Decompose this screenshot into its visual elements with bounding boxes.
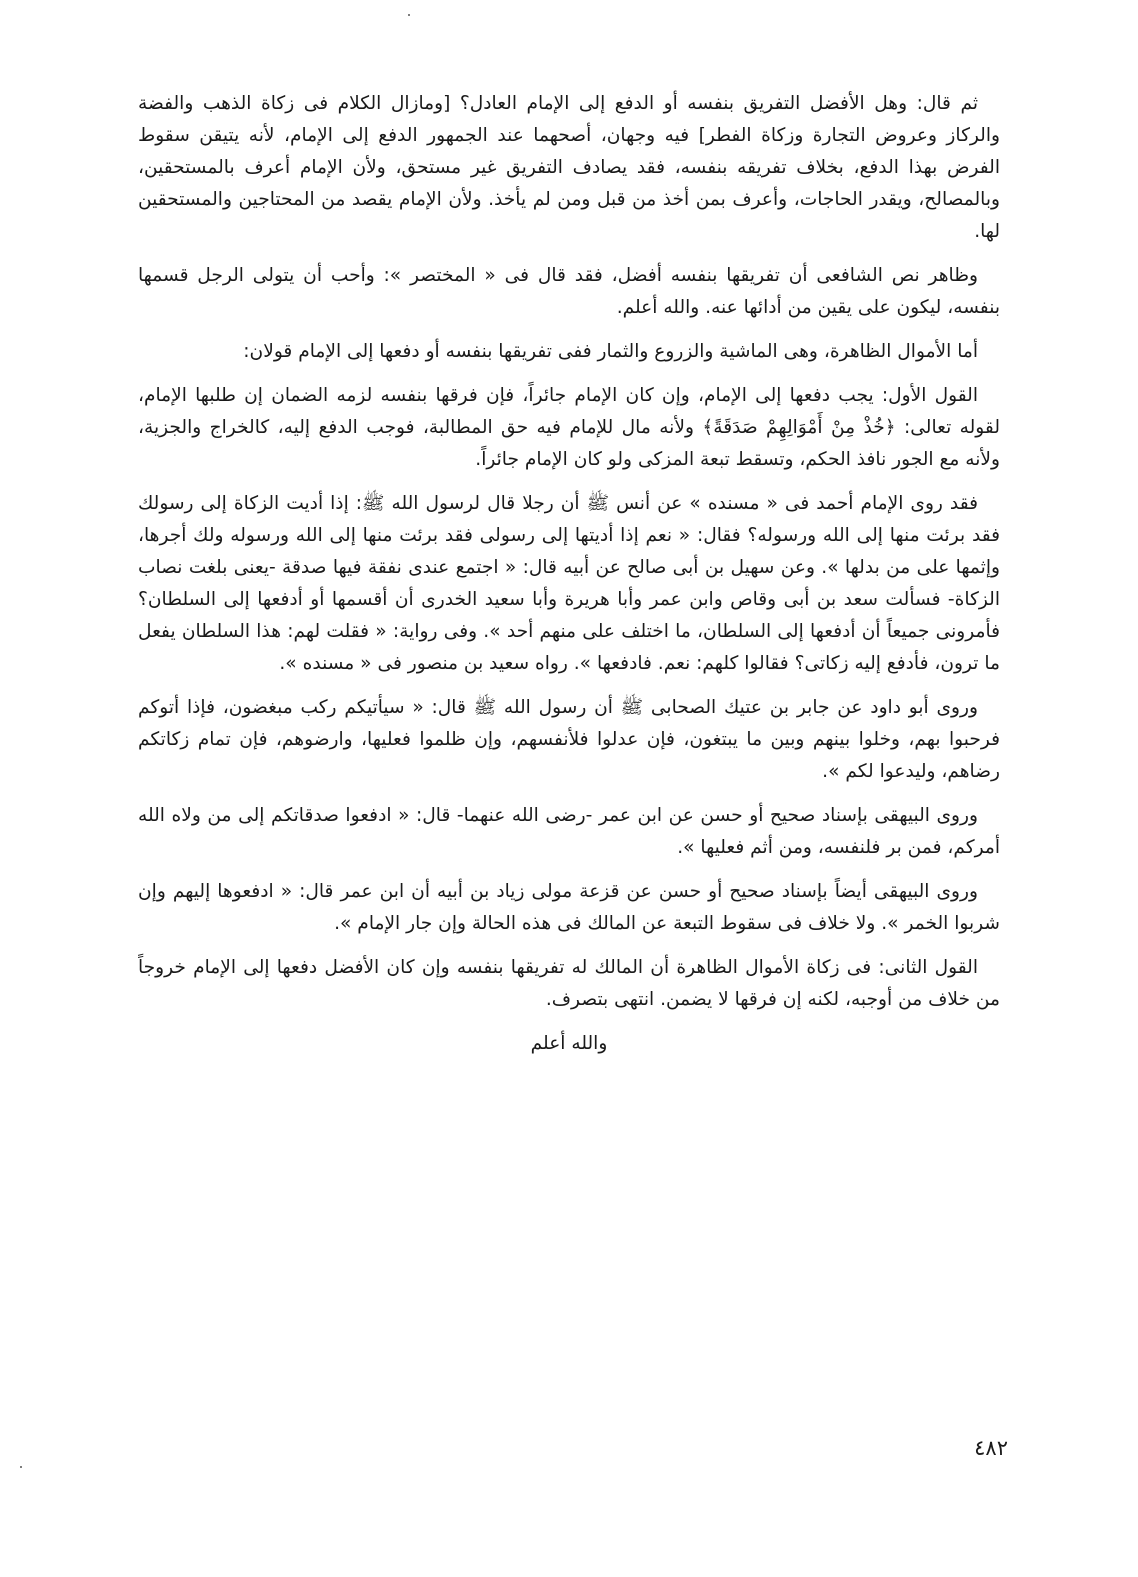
paragraph-abu-dawud-narration: وروى أبو داود عن جابر بن عتيك الصحابى ﷺ أن رسول الله ﷺ قال: « سيأتيكم ركب مبغضون، فإذا أتوكم فرحبوا بهم، وخلوا بينهم وبين ما يبتغون، فإن عدلوا فلأنفسهم، وإن ظلموا فعليها، وارضوهم، فإن تمام زكاتكم رضاهم، وليدعوا لكم ». [138, 697, 1000, 782]
paragraph-second-opinion: القول الثانى: فى زكاة الأموال الظاهرة أن المالك له تفريقها بنفسه وإن كان الأفضل دفعها إلى الإمام خروجاً من خلاف من أوجبه، لكنه إن فرقها لا يضمن. انتهى بتصرف. [138, 957, 1000, 1010]
scan-speck [408, 14, 410, 16]
paragraph-bayhaqi-qazaa: وروى البيهقى أيضاً بإسناد صحيح أو حسن عن قزعة مولى زياد بن أبيه أن ابن عمر قال: « ادفعوها إليهم وإن شربوا الخمر ». ولا خلاف فى سقوط التبعة عن المالك فى هذه الحالة وإن جار الإمام ». [138, 881, 1000, 934]
paragraph-bayhaqi-ibn-umar: وروى البيهقى بإسناد صحيح أو حسن عن ابن عمر -رضى الله عنهما- قال: « ادفعوا صدقاتكم إلى من ولاه الله أمركم، فمن بر فلنفسه، ومن أثم فعليها ». [138, 805, 1000, 858]
paragraph-question-distribution: ثم قال: وهل الأفضل التفريق بنفسه أو الدفع إلى الإمام العادل؟ [ومازال الكلام فى زكاة الذهب والفضة والركاز وعروض التجارة وزكاة الفطر] فيه وجهان، أصحهما عند الجمهور الدفع إلى الإمام، لأنه يتيقن سقوط الفرض بهذا الدفع، بخلاف تفريقه بنفسه، فقد يصادف التفريق غير مستحق، ولأن الإمام أعرف بالمستحقين، وبالمصالح، ويقدر الحاجات، وأعرف بمن أخذ من قبل ومن لم يأخذ. ولأن الإمام يقصد من المحتاجين والمستحقين لها. [138, 93, 1000, 242]
paragraph-shafii-opinion: وظاهر نص الشافعى أن تفريقها بنفسه أفضل، فقد قال فى « المختصر »: وأحب أن يتولى الرجل قسمها بنفسه، ليكون على يقين من أدائها عنه. والله أعلم. [138, 265, 1000, 318]
scan-speck [20, 1466, 22, 1468]
paragraph-first-opinion: القول الأول: يجب دفعها إلى الإمام، وإن كان الإمام جائراً، فإن فرقها بنفسه لزمه الضمان إن طلبها الإمام، لقوله تعالى: ﴿خُذْ مِنْ أَمْوَالِهِمْ صَدَقَةً﴾ ولأنه مال للإمام فيه حق المطالبة، فوجب الدفع إليه، كالخراج والجزية، ولأنه مع الجور نافذ الحكم، وتسقط تبعة المزكى ولو كان الإمام جائراً. [138, 385, 1000, 470]
paragraph-apparent-wealth: أما الأموال الظاهرة، وهى الماشية والزروع والثمار ففى تفريقها بنفسه أو دفعها إلى الإمام قولان: [243, 341, 978, 362]
page-number: ٤٨٢ [974, 1436, 1008, 1460]
body-text [138, 88, 1000, 1060]
closing-phrase: والله أعلم [530, 1033, 608, 1054]
paragraph-ahmad-narration: فقد روى الإمام أحمد فى « مسنده » عن أنس ﷺ أن رجلا قال لرسول الله ﷺ: إذا أديت الزكاة إلى رسولك فقد برئت منها إلى الله ورسوله؟ فقال: « نعم إذا أديتها إلى رسولى فقد برئت منها إلى الله ورسوله ولك أجرها، وإثمها على من بدلها ». وعن سهيل بن أبى صالح عن أبيه قال: « اجتمع عندى نفقة فيها صدقة -يعنى بلغت نصاب الزكاة- فسألت سعد بن أبى وقاص وابن عمر وأبا هريرة وأبا سعيد الخدرى أن أقسمها أو أدفعها إلى السلطان؟ فأمرونى جميعاً أن أدفعها إلى السلطان، ما اختلف على منهم أحد ». وفى رواية: « فقلت لهم: هذا السلطان يفعل ما ترون، فأدفع إليه زكاتى؟ فقالوا كلهم: نعم. فادفعها ». رواه سعيد بن منصور فى « مسنده ». [138, 493, 1000, 674]
